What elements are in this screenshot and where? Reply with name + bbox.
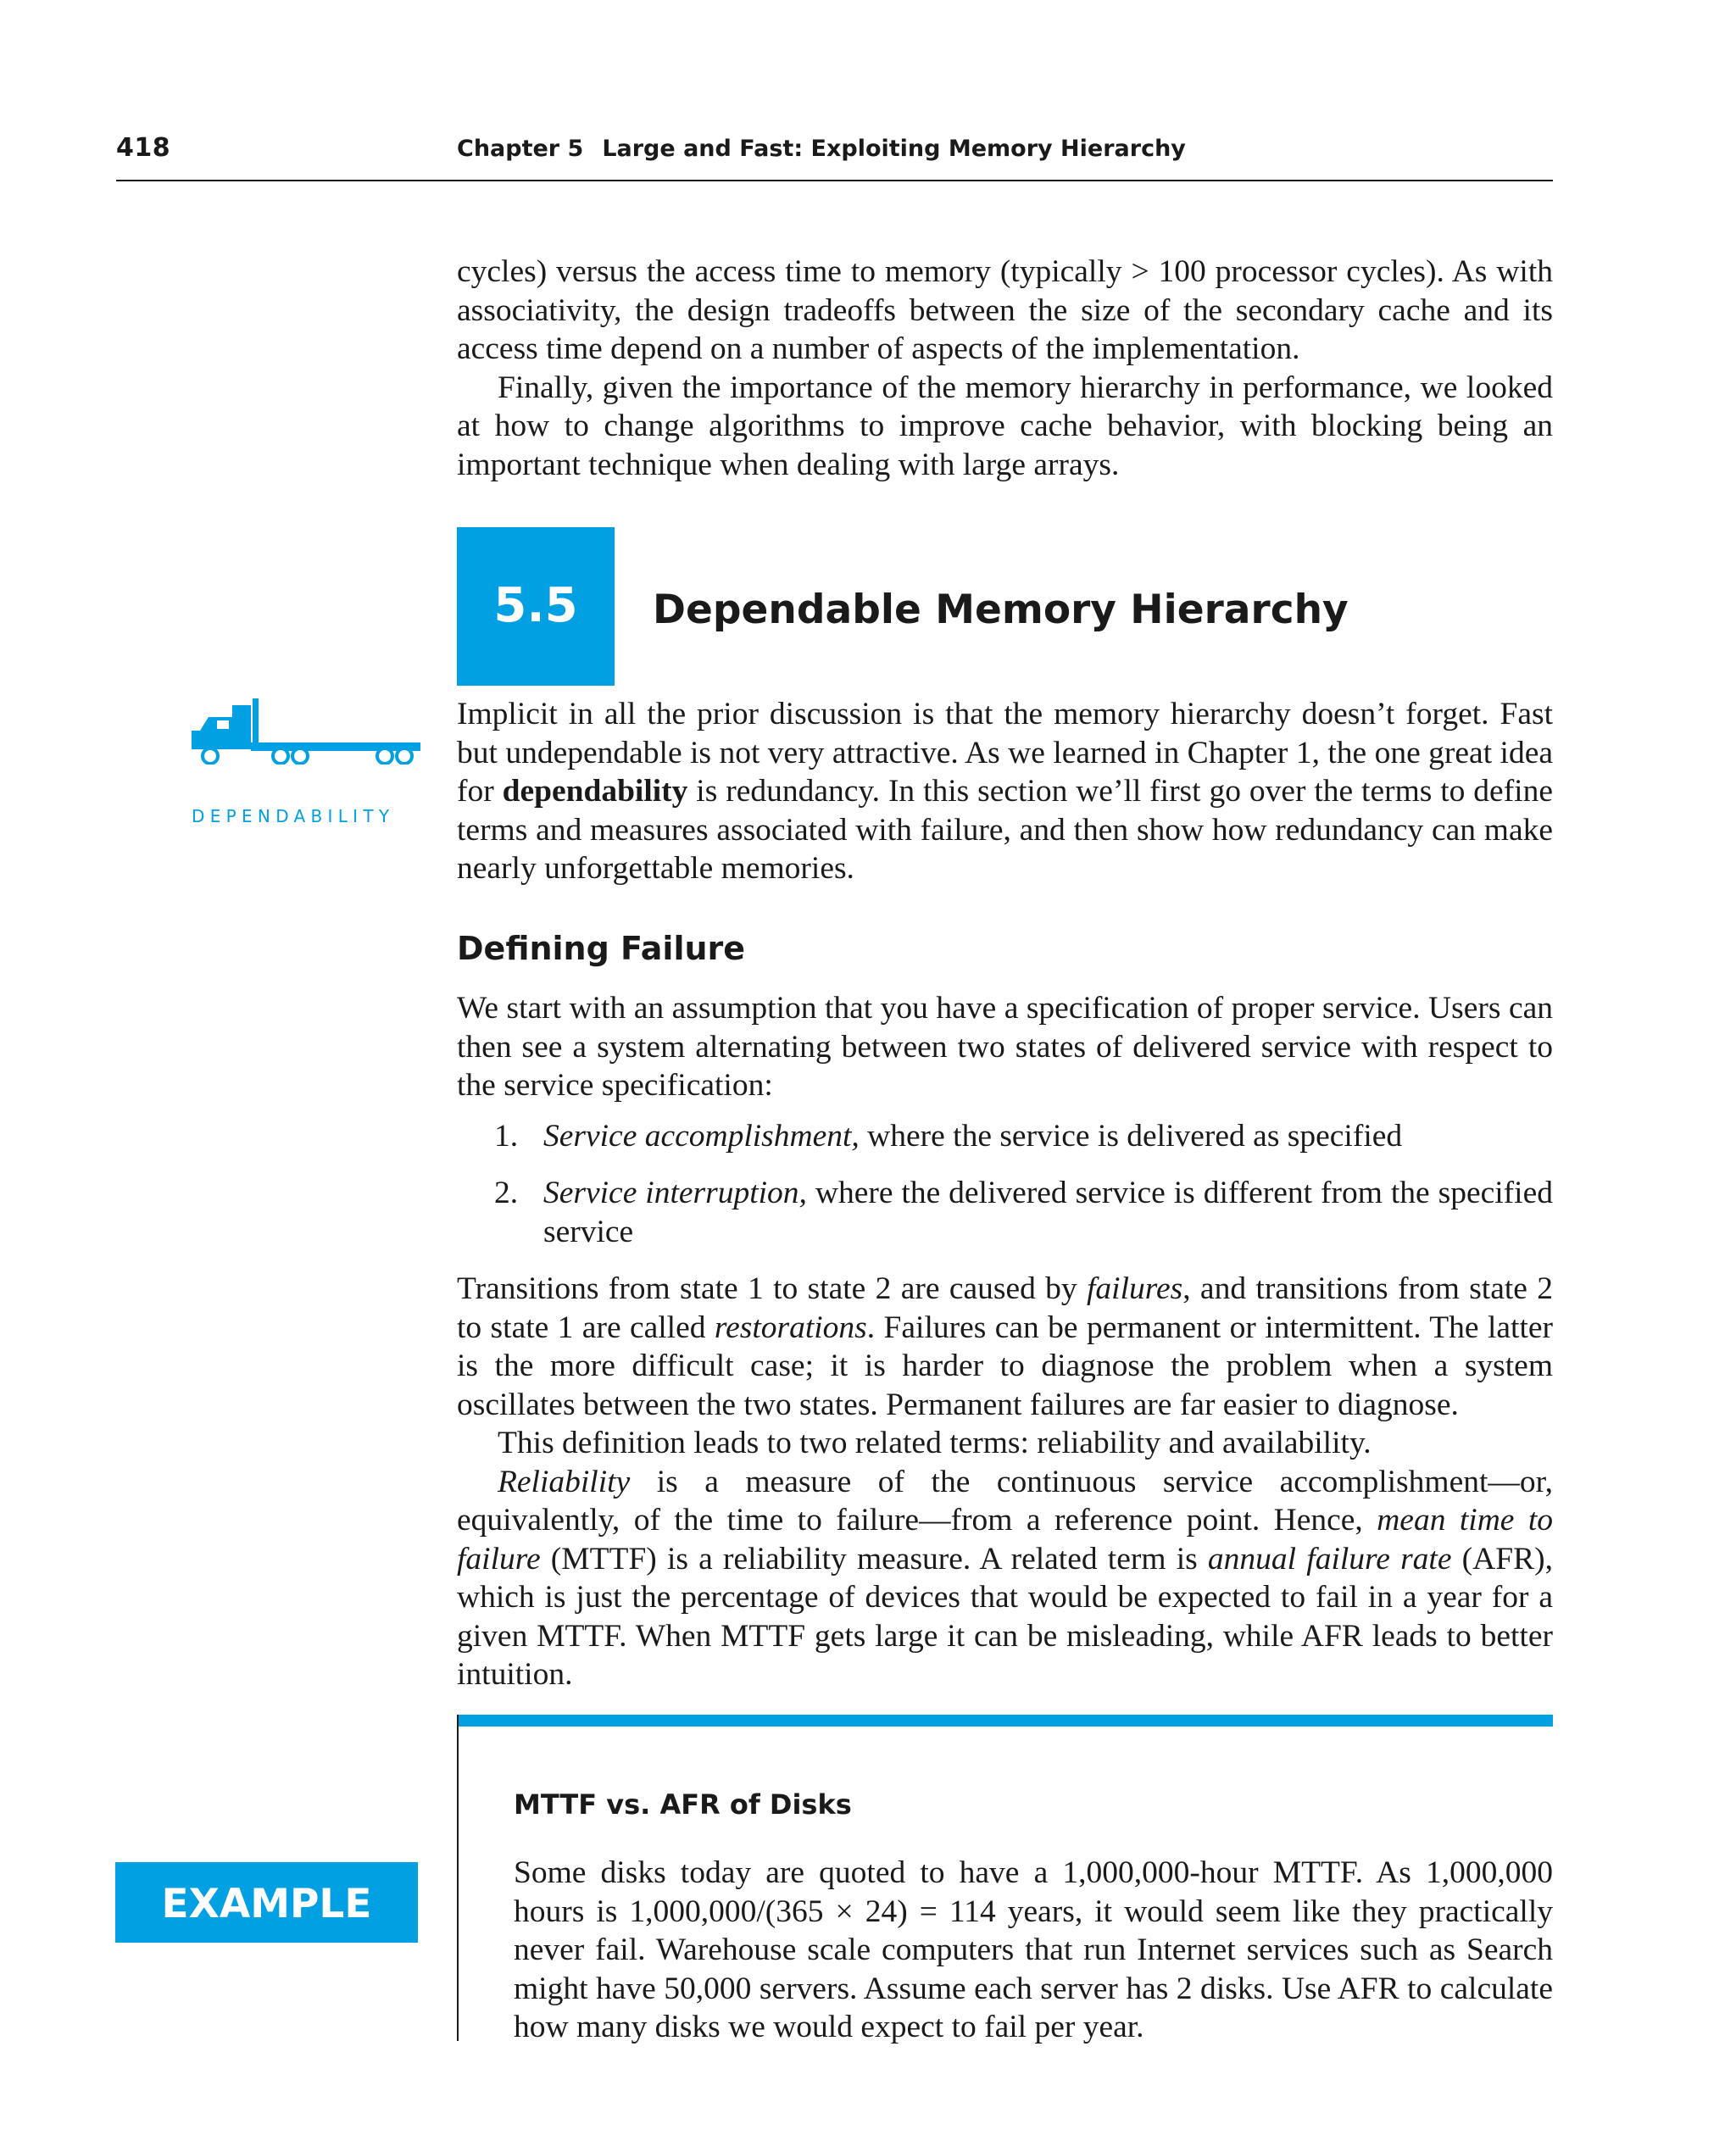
- afr-term: annual failure rate: [1207, 1541, 1452, 1577]
- failure-paragraph-4-part-b: (MTTF) is a reliability measure. A related term is: [540, 1541, 1208, 1577]
- list-item-term: Service interruption,: [543, 1176, 807, 1210]
- list-item: [457, 1174, 1553, 1251]
- intro-paragraph-2: Finally, given the importance of the memory hierarchy in performance, we looked at how to change algorithms to improve cache behavior, with blocking being an important technique when dealing with large arrays.: [457, 370, 1553, 482]
- section-intro: [457, 695, 1553, 888]
- list-item-number: 2.: [494, 1176, 519, 1210]
- section-title: Dependable Memory Hierarchy: [653, 587, 1349, 633]
- dependability-label: DEPENDABILITY: [192, 806, 395, 826]
- header-rule: [116, 180, 1553, 181]
- failure-paragraph-4-part-c: (AFR), which is just the percentage of devices that would be expected to fail in a year for a given MTTF. When MTTF gets large it can be misleading, while AFR leads to better intuition.: [457, 1541, 1553, 1692]
- failure-paragraph-2-part-c: . Failures can be permanent or intermittent. The latter is the more difficult case; it is harder to diagnose the problem when a system oscillates between the two states. Permanent failures are far easier to diagnose.: [457, 1310, 1554, 1422]
- list-item-text: where the service is delivered as specified: [859, 1118, 1403, 1154]
- truck-icon: [192, 697, 420, 765]
- reliability-term: Reliability: [498, 1464, 631, 1499]
- failure-paragraph-1: We start with an assumption that you have a specification of proper service. Users can then see a system alternating between two states of delivered service with respect to the service specification:: [457, 991, 1553, 1103]
- list-item-term: Service accomplishment,: [543, 1118, 860, 1154]
- list-item: [457, 1117, 1553, 1156]
- example-title: MTTF vs. AFR of Disks: [514, 1788, 852, 1821]
- dependability-term: dependability: [502, 774, 688, 809]
- chapter-title: Large and Fast: Exploiting Memory Hierarchy: [602, 136, 1186, 162]
- intro-paragraph-1: cycles) versus the access time to memory (typically > 100 processor cycles). As with associativity, the design tradeoffs between the size of the secondary cache and its access time depend on a number of aspects of the implementation.: [457, 254, 1553, 366]
- section-paragraph-1-part-a: Implicit in all the prior discussion is that the memory hierarchy doesn’t forget. Fast but undependable is not very attractive. As we learned in Chapter 1, the one great idea for: [457, 697, 1553, 809]
- defining-failure-body: [457, 989, 1553, 1694]
- list-item-number: 1.: [494, 1118, 519, 1154]
- failure-paragraph-2-part-b: , and transitions from state 2 to state 1 are called: [457, 1271, 1553, 1345]
- example-tab-label: EXAMPLE: [161, 1881, 372, 1927]
- section-paragraph-1-part-b: is redundancy. In this section we’ll first go over the terms to define terms and measures associated with failure, and then show how redundancy can make nearly unforgettable memories.: [457, 774, 1553, 886]
- running-head: [457, 136, 1186, 162]
- example-side-rule: [457, 1715, 459, 2041]
- subsection-heading: Defining Failure: [457, 930, 746, 967]
- service-states-list: [457, 1117, 1553, 1252]
- failure-paragraph-4: [457, 1463, 1553, 1694]
- section-paragraph-1: [457, 695, 1553, 888]
- failures-term: failures: [1087, 1271, 1183, 1306]
- failure-paragraph-3: This definition leads to two related terms: reliability and availability.: [498, 1426, 1372, 1460]
- list-item-text: where the delivered service is different from the specified service: [543, 1176, 1553, 1249]
- failure-paragraph-2-part-a: Transitions from state 1 to state 2 are caused by: [457, 1271, 1088, 1306]
- chapter-label: Chapter 5: [457, 136, 584, 162]
- section-number-box: [457, 527, 615, 686]
- example-paragraph: Some disks today are quoted to have a 1,000,000-hour MTTF. As 1,000,000 hours is 1,000,000/(365 × 24) = 114 years, it would seem like they practically never fail. Warehouse scale computers that run Internet services such as Search might have 50,000 servers. Assume each server has 2 disks. Use AFR to calculate how many disks we would expect to fail per year.: [514, 1855, 1553, 2044]
- restorations-term: restorations: [714, 1310, 867, 1345]
- example-tab: [115, 1862, 418, 1943]
- failure-paragraph-2: [457, 1270, 1553, 1424]
- failure-paragraph-4-part-a: is a measure of the continuous service accomplishment—or, equivalently, of the time to failure—from a reference point. Hence,: [457, 1464, 1553, 1538]
- section-number: 5.5: [493, 578, 578, 633]
- example-body: [514, 1854, 1553, 2047]
- intro-block: [457, 253, 1553, 484]
- mttf-term: mean time to failure: [457, 1503, 1553, 1577]
- example-top-rule: [457, 1715, 1553, 1727]
- page-number: 418: [116, 133, 171, 163]
